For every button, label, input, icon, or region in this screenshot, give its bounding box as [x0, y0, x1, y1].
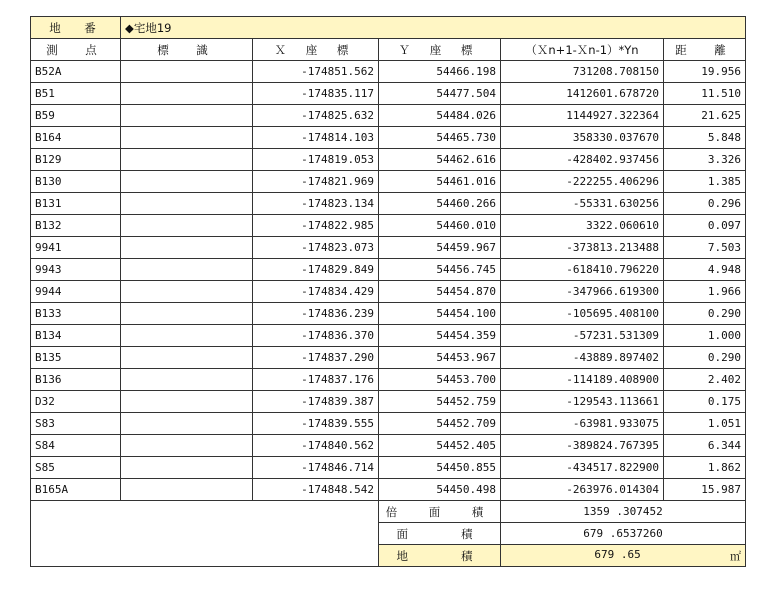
calculation-cell: -63981.933075 [501, 413, 664, 435]
distance-cell: 1.862 [664, 457, 746, 479]
header-row [31, 39, 746, 61]
x-coordinate-cell: -174825.632 [253, 105, 379, 127]
survey-point-cell: B136 [31, 369, 121, 391]
x-coordinate-cell: -174814.103 [253, 127, 379, 149]
marker-cell [121, 259, 253, 281]
table-row [31, 105, 746, 127]
table-row [31, 391, 746, 413]
distance-cell: 15.987 [664, 479, 746, 501]
table-row [31, 479, 746, 501]
survey-point-cell: B132 [31, 215, 121, 237]
summary-label: 面 積 [379, 523, 501, 545]
summary-value-text: 1359 .307452 [583, 505, 663, 518]
table-row [31, 149, 746, 171]
calculation-cell: -263976.014304 [501, 479, 664, 501]
marker-cell [121, 325, 253, 347]
lot-number-value: ◆宅地19 [121, 17, 746, 39]
survey-point-cell: B51 [31, 83, 121, 105]
distance-cell: 1.385 [664, 171, 746, 193]
x-coordinate-cell: -174851.562 [253, 61, 379, 83]
y-coordinate-cell: 54456.745 [379, 259, 501, 281]
x-coordinate-cell: -174848.542 [253, 479, 379, 501]
marker-cell [121, 237, 253, 259]
marker-cell [121, 391, 253, 413]
distance-cell: 1.966 [664, 281, 746, 303]
marker-cell [121, 479, 253, 501]
summary-value-text: 679 .65 [594, 547, 641, 561]
survey-point-cell: 9943 [31, 259, 121, 281]
summary-value-text: 679 .6537260 [583, 527, 663, 540]
y-coordinate-cell: 54477.504 [379, 83, 501, 105]
summary-value [501, 501, 746, 523]
distance-cell: 7.503 [664, 237, 746, 259]
table-row [31, 193, 746, 215]
marker-cell [121, 149, 253, 171]
marker-cell [121, 215, 253, 237]
summary-label: 倍 面 積 [379, 501, 501, 523]
distance-cell: 3.326 [664, 149, 746, 171]
calculation-cell: -389824.767395 [501, 435, 664, 457]
marker-cell [121, 105, 253, 127]
x-coordinate-cell: -174829.849 [253, 259, 379, 281]
marker-cell [121, 435, 253, 457]
y-coordinate-cell: 54452.759 [379, 391, 501, 413]
marker-cell [121, 369, 253, 391]
distance-cell: 0.175 [664, 391, 746, 413]
distance-cell: 0.290 [664, 303, 746, 325]
x-coordinate-cell: -174839.555 [253, 413, 379, 435]
calculation-cell: -222255.406296 [501, 171, 664, 193]
table-row [31, 281, 746, 303]
survey-point-cell: B130 [31, 171, 121, 193]
y-coordinate-cell: 54460.266 [379, 193, 501, 215]
calculation-cell: -105695.408100 [501, 303, 664, 325]
x-coordinate-cell: -174822.985 [253, 215, 379, 237]
y-coordinate-cell: 54454.359 [379, 325, 501, 347]
marker-cell [121, 127, 253, 149]
survey-point-cell: B134 [31, 325, 121, 347]
distance-cell: 21.625 [664, 105, 746, 127]
survey-point-cell: S84 [31, 435, 121, 457]
y-coordinate-cell: 54466.198 [379, 61, 501, 83]
y-coordinate-cell: 54454.870 [379, 281, 501, 303]
distance-cell: 0.097 [664, 215, 746, 237]
distance-cell: 6.344 [664, 435, 746, 457]
x-coordinate-cell: -174837.176 [253, 369, 379, 391]
table-row [31, 127, 746, 149]
y-coordinate-cell: 54450.498 [379, 479, 501, 501]
calculation-cell: -43889.897402 [501, 347, 664, 369]
table-row [31, 325, 746, 347]
table-row [31, 237, 746, 259]
y-coordinate-cell: 54460.010 [379, 215, 501, 237]
area-calculation-table [30, 16, 746, 567]
table-row [31, 457, 746, 479]
distance-cell: 1.051 [664, 413, 746, 435]
calculation-cell: -347966.619300 [501, 281, 664, 303]
calculation-cell: -428402.937456 [501, 149, 664, 171]
x-coordinate-cell: -174835.117 [253, 83, 379, 105]
marker-cell [121, 61, 253, 83]
x-coordinate-cell: -174819.053 [253, 149, 379, 171]
y-coordinate-cell: 54454.100 [379, 303, 501, 325]
survey-point-cell: B59 [31, 105, 121, 127]
y-coordinate-cell: 54453.700 [379, 369, 501, 391]
survey-point-cell: S83 [31, 413, 121, 435]
distance-cell: 0.296 [664, 193, 746, 215]
survey-point-cell: B52A [31, 61, 121, 83]
title-row [31, 17, 746, 39]
square-meter-unit: ㎡ [730, 549, 742, 563]
calculation-cell: 358330.037670 [501, 127, 664, 149]
table-row [31, 171, 746, 193]
y-coordinate-cell: 54461.016 [379, 171, 501, 193]
y-coordinate-cell: 54450.855 [379, 457, 501, 479]
y-coordinate-cell: 54484.026 [379, 105, 501, 127]
y-coordinate-cell: 54465.730 [379, 127, 501, 149]
survey-point-cell: 9941 [31, 237, 121, 259]
x-coordinate-cell: -174834.429 [253, 281, 379, 303]
x-coordinate-cell: -174836.239 [253, 303, 379, 325]
summary-row [31, 501, 746, 523]
x-coordinate-cell: -174839.387 [253, 391, 379, 413]
distance-cell: 19.956 [664, 61, 746, 83]
survey-point-cell: S85 [31, 457, 121, 479]
table-row [31, 347, 746, 369]
table-row [31, 61, 746, 83]
table-row [31, 83, 746, 105]
calculation-cell: 3322.060610 [501, 215, 664, 237]
y-coordinate-cell: 54452.405 [379, 435, 501, 457]
header-marker: 標 識 [121, 39, 253, 61]
survey-point-cell: B164 [31, 127, 121, 149]
calculation-cell: -618410.796220 [501, 259, 664, 281]
calculation-cell: -114189.408900 [501, 369, 664, 391]
marker-cell [121, 347, 253, 369]
header-distance: 距 離 [664, 39, 746, 61]
summary-label: 地 積 [379, 545, 501, 567]
calculation-cell: 1412601.678720 [501, 83, 664, 105]
table-row [31, 369, 746, 391]
summary-value [501, 545, 746, 567]
y-coordinate-cell: 54453.967 [379, 347, 501, 369]
marker-cell [121, 193, 253, 215]
survey-point-cell: B135 [31, 347, 121, 369]
header-x-coordinate: Ｘ 座 標 [253, 39, 379, 61]
marker-cell [121, 303, 253, 325]
x-coordinate-cell: -174837.290 [253, 347, 379, 369]
table-row [31, 303, 746, 325]
y-coordinate-cell: 54452.709 [379, 413, 501, 435]
table-row [31, 259, 746, 281]
distance-cell: 5.848 [664, 127, 746, 149]
marker-cell [121, 171, 253, 193]
distance-cell: 4.948 [664, 259, 746, 281]
marker-cell [121, 83, 253, 105]
table-row [31, 413, 746, 435]
calculation-cell: -129543.113661 [501, 391, 664, 413]
header-survey-point: 測 点 [31, 39, 121, 61]
y-coordinate-cell: 54462.616 [379, 149, 501, 171]
distance-cell: 1.000 [664, 325, 746, 347]
distance-cell: 11.510 [664, 83, 746, 105]
survey-point-cell: B131 [31, 193, 121, 215]
survey-point-cell: B129 [31, 149, 121, 171]
x-coordinate-cell: -174846.714 [253, 457, 379, 479]
summary-value [501, 523, 746, 545]
distance-cell: 2.402 [664, 369, 746, 391]
header-calculation: （Ｘn+1-Ｘn-1）*Yn [501, 39, 664, 61]
calculation-cell: -434517.822900 [501, 457, 664, 479]
calculation-cell: -55331.630256 [501, 193, 664, 215]
marker-cell [121, 281, 253, 303]
x-coordinate-cell: -174836.370 [253, 325, 379, 347]
summary-blank-area [31, 501, 379, 567]
survey-point-cell: 9944 [31, 281, 121, 303]
x-coordinate-cell: -174821.969 [253, 171, 379, 193]
survey-point-cell: B133 [31, 303, 121, 325]
table-row [31, 215, 746, 237]
header-y-coordinate: Ｙ 座 標 [379, 39, 501, 61]
calculation-cell: 1144927.322364 [501, 105, 664, 127]
marker-cell [121, 457, 253, 479]
x-coordinate-cell: -174823.134 [253, 193, 379, 215]
survey-point-cell: B165A [31, 479, 121, 501]
x-coordinate-cell: -174840.562 [253, 435, 379, 457]
distance-cell: 0.290 [664, 347, 746, 369]
x-coordinate-cell: -174823.073 [253, 237, 379, 259]
survey-point-cell: D32 [31, 391, 121, 413]
table-row [31, 435, 746, 457]
calculation-cell: -57231.531309 [501, 325, 664, 347]
calculation-cell: -373813.213488 [501, 237, 664, 259]
marker-cell [121, 413, 253, 435]
y-coordinate-cell: 54459.967 [379, 237, 501, 259]
calculation-cell: 731208.708150 [501, 61, 664, 83]
lot-number-label: 地 番 [31, 17, 121, 39]
